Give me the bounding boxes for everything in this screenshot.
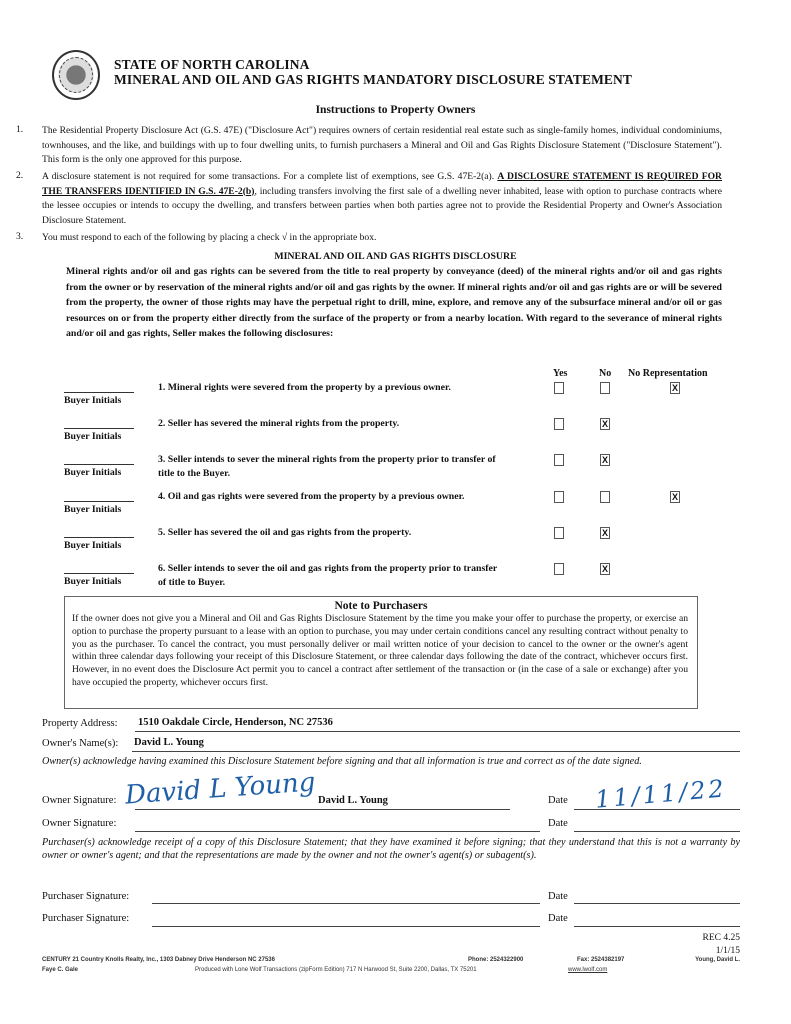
buyer-initials-field[interactable] xyxy=(64,537,134,538)
instruction-2-after: , including transfers involving the first sale of a dwelling never inhabited, lease with option to purchase contracts where the lessee occupies or intends to occupy the dwelling, and transfers between parties when both parties agree not to provide the Residential Property and Owner's Association Disclosure Statement. xyxy=(42,185,722,226)
buyer-initials-label: Buyer Initials xyxy=(64,540,122,551)
produced-with: Produced with Lone Wolf Transactions (zipForm Edition) 717 N Harwood St, Suite 2200, Dallas, TX 75201 xyxy=(195,967,477,973)
buyer-initials-label: Buyer Initials xyxy=(64,467,122,478)
purchaser1-date-label: Date xyxy=(548,891,568,902)
buyer-initials-field[interactable] xyxy=(64,392,134,393)
yes-checkbox[interactable] xyxy=(554,491,564,503)
purchaser1-date-line[interactable] xyxy=(574,903,740,904)
column-no-representation: No Representation xyxy=(628,368,708,379)
owner2-date-label: Date xyxy=(548,818,568,829)
owner-signature-line[interactable] xyxy=(135,809,510,810)
form-title: MINERAL AND OIL AND GAS RIGHTS MANDATORY DISCLOSURE STATEMENT xyxy=(114,72,632,87)
instruction-number-1: 1. xyxy=(16,124,24,135)
yes-checkbox[interactable] xyxy=(554,527,564,539)
owner-names-label: Owner's Name(s): xyxy=(42,738,119,749)
purchaser1-signature-line[interactable] xyxy=(152,903,540,904)
buyer-initials-label: Buyer Initials xyxy=(64,395,122,406)
property-address-line xyxy=(135,731,740,732)
owner-names-line xyxy=(132,751,740,752)
question-text: 6. Seller intends to sever the oil and gas rights from the property prior to transfer of title to Buyer. xyxy=(158,563,498,588)
no-checkbox[interactable]: X xyxy=(601,455,608,465)
note-title: Note to Purchasers xyxy=(334,600,428,612)
buyer-initials-label: Buyer Initials xyxy=(64,431,122,442)
column-yes: Yes xyxy=(553,368,568,379)
owner-printed-name: David L. Young xyxy=(318,795,388,806)
owner2-date-line[interactable] xyxy=(574,831,740,832)
purchaser2-signature-line[interactable] xyxy=(152,926,540,927)
buyer-initials-field[interactable] xyxy=(64,428,134,429)
property-address-label: Property Address: xyxy=(42,718,118,729)
owner-names-field[interactable]: David L. Young xyxy=(134,737,204,748)
buyer-initials-field[interactable] xyxy=(64,501,134,502)
question-text: 4. Oil and gas rights were severed from the property by a previous owner. xyxy=(158,491,465,502)
owner-acknowledgement: Owner(s) acknowledge having examined this Disclosure Statement before signing and that all information is true and correct as of the date signed. xyxy=(42,756,642,767)
buyer-initials-field[interactable] xyxy=(64,464,134,465)
note-text: If the owner does not give you a Mineral and Oil and Gas Rights Disclosure Statement by the time you make your offer to purchase the property, or exercise an option to purchase the property pursuant to a lease with an option to purchase, you may under certain conditions cancel any resulting contract without penalty to you as the purchaser. To cancel the contract, you must personally deliver or mail written notice of your decision to cancel to the owner or the owner's agent within three calendar days following your receipt of this Disclosure Statement, or three calendar days following the date of the contract, whichever occurs first. However, in no event does the Disclosure Act permit you to cancel a contract after settlement of the transaction or (in the case of a sale or exchange) after you have occupied the property, whichever occurs first. xyxy=(72,613,688,688)
purchaser1-signature-label: Purchaser Signature: xyxy=(42,891,130,902)
question-text: 3. Seller intends to sever the mineral rights from the property prior to transfer of title to the Buyer. xyxy=(158,454,496,479)
yes-checkbox[interactable] xyxy=(554,418,564,430)
buyer-initials-label: Buyer Initials xyxy=(64,504,122,515)
no-representation-checkbox[interactable]: X xyxy=(671,383,678,393)
purchaser2-date-label: Date xyxy=(548,913,568,924)
disclosure-heading: MINERAL AND OIL AND GAS RIGHTS DISCLOSURE xyxy=(274,251,517,262)
buyer-initials-field[interactable] xyxy=(64,573,134,574)
disclosure-intro: Mineral rights and/or oil and gas rights can be severed from the title to real property by conveyance (deed) of the mineral rights and/or oil and gas rights from the owner or by reservation of the mineral rights and/or oil and gas rights by the owner. If mineral rights and/or oil and gas rights are or will be severed from the property, the owner of those rights may have the perpetual right to drill, mine, explore, and remove any of the subsurface mineral and/or oil or gas resources on or from the property either directly from the surface of the property or from a nearby location. With regard to the severance of mineral rights and/or oil and gas rights, Seller makes the following disclosures: xyxy=(66,266,722,339)
purchaser-acknowledgement: Purchaser(s) acknowledge receipt of a copy of this Disclosure Statement; that they have examined it before signing; that they understand that this is not a warranty by owner or owner's agent; and that the representations are made by the owner and not the owner's agent(s) or subagent(s). xyxy=(42,837,740,861)
website-link[interactable]: www.lwolf.com xyxy=(568,967,608,973)
owner-handwritten-signature: David L Young xyxy=(124,767,317,811)
owner2-signature-line[interactable] xyxy=(135,831,540,832)
no-checkbox[interactable]: X xyxy=(601,419,608,429)
phone-number: Phone: 2524322900 xyxy=(468,957,524,963)
instruction-2-before: A disclosure statement is not required for some transactions. For a complete list of exemptions, see G.S. 47E-2(a). xyxy=(42,171,498,182)
fax-number: Fax: 2524382197 xyxy=(577,957,625,963)
instruction-2-text xyxy=(42,170,722,228)
file-name: Young, David L. xyxy=(695,957,740,963)
column-no: No xyxy=(599,368,612,379)
question-text: 1. Mineral rights were severed from the property by a previous owner. xyxy=(158,382,451,393)
no-representation-checkbox[interactable]: X xyxy=(671,492,678,502)
owner-signature-label: Owner Signature: xyxy=(42,795,117,806)
yes-checkbox[interactable] xyxy=(554,454,564,466)
instruction-1-text: The Residential Property Disclosure Act (G.S. 47E) ("Disclosure Act") requires owners of certain residential real estate such as single-family homes, individual condominiums, townhouses, and the like, and buildings with up to four dwelling units, to furnish purchasers a Mineral and Oil and Gas Rights Disclosure Statement ("Disclosure Statement"). This form is the only one approved for this purpose. xyxy=(42,125,722,165)
agent-name: Faye C. Gale xyxy=(42,967,79,973)
no-checkbox[interactable] xyxy=(600,382,610,394)
property-address-field[interactable]: 1510 Oakdale Circle, Henderson, NC 27536 xyxy=(138,717,333,728)
owner-handwritten-date: 11/11/22 xyxy=(594,774,728,814)
instruction-2-required: A DISCLOSURE STATEMENT IS REQUIRED FOR THE TRANSFERS IDENTIFIED IN G.S. 47E-2(b) xyxy=(42,171,722,197)
nc-state-seal-icon xyxy=(52,50,100,100)
brokerage-info: CENTURY 21 Country Knolls Realty, Inc., 1303 Dabney Drive Henderson NC 27536 xyxy=(42,957,275,963)
question-text: 2. Seller has severed the mineral rights from the property. xyxy=(158,418,400,429)
instruction-number-3: 3. xyxy=(16,231,24,242)
question-text: 5. Seller has severed the oil and gas rights from the property. xyxy=(158,527,412,538)
yes-checkbox[interactable] xyxy=(554,563,564,575)
no-checkbox[interactable] xyxy=(600,491,610,503)
no-checkbox[interactable]: X xyxy=(601,564,608,574)
yes-checkbox[interactable] xyxy=(554,382,564,394)
form-code: REC 4.25 xyxy=(702,933,740,943)
state-title: STATE OF NORTH CAROLINA xyxy=(114,57,310,72)
owner-date-label: Date xyxy=(548,795,568,806)
owner2-signature-label: Owner Signature: xyxy=(42,818,117,829)
instructions-heading: Instructions to Property Owners xyxy=(315,104,476,116)
purchaser2-signature-label: Purchaser Signature: xyxy=(42,913,130,924)
instruction-3-text: You must respond to each of the following by placing a check √ in the appropriate box. xyxy=(42,232,377,243)
buyer-initials-label: Buyer Initials xyxy=(64,576,122,587)
no-checkbox[interactable]: X xyxy=(601,528,608,538)
form-date: 1/1/15 xyxy=(715,946,740,956)
purchaser2-date-line[interactable] xyxy=(574,926,740,927)
instruction-number-2: 2. xyxy=(16,170,24,181)
